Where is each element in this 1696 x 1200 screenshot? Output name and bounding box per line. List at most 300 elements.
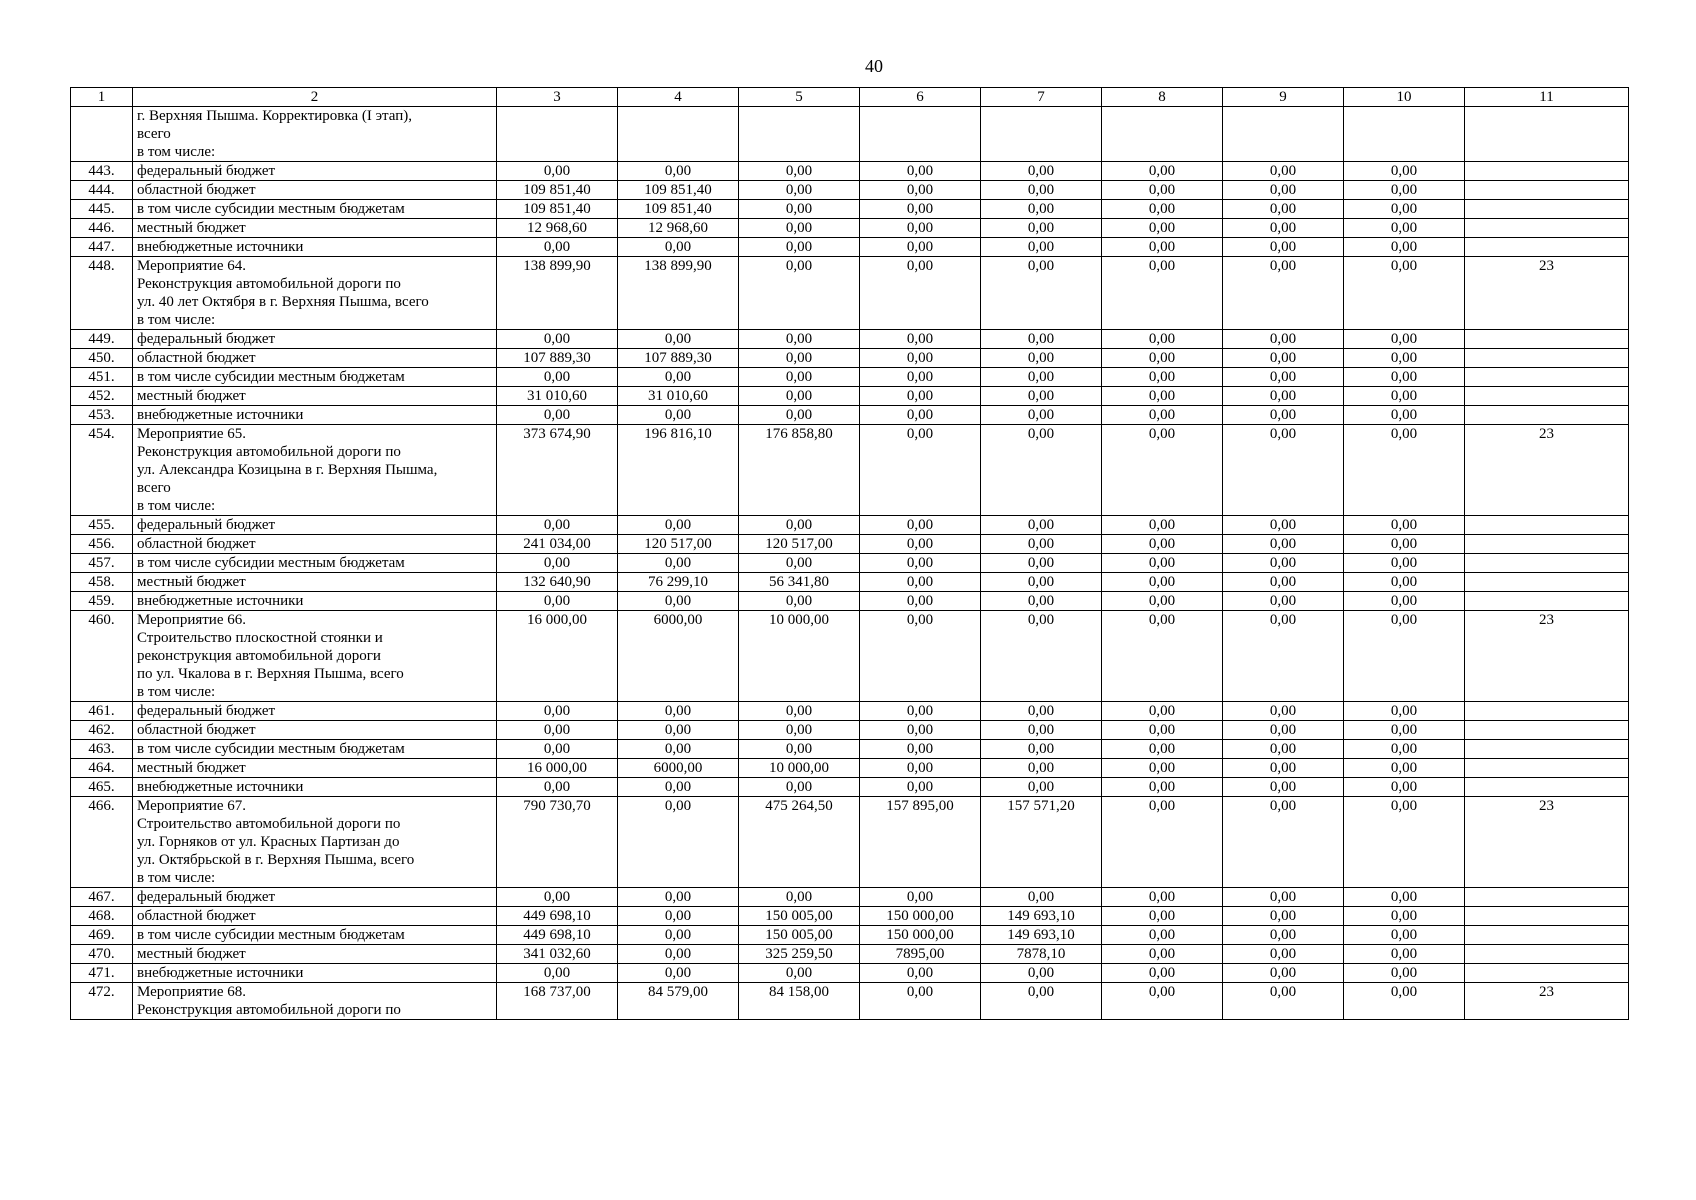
target-indicator-cell	[1465, 592, 1629, 611]
amount-cell: 0,00	[618, 162, 739, 181]
amount-cell: 0,00	[1344, 330, 1465, 349]
amount-cell: 109 851,40	[618, 200, 739, 219]
target-indicator-cell: 23	[1465, 983, 1629, 1020]
amount-cell: 0,00	[1344, 257, 1465, 330]
amount-cell: 0,00	[1344, 573, 1465, 592]
amount-cell: 0,00	[860, 181, 981, 200]
table-row	[71, 778, 1629, 797]
amount-cell: 0,00	[1223, 759, 1344, 778]
row-number: 471.	[71, 964, 133, 983]
amount-cell: 0,00	[1102, 349, 1223, 368]
target-indicator-cell: 23	[1465, 257, 1629, 330]
row-number: 452.	[71, 387, 133, 406]
row-number: 472.	[71, 983, 133, 1020]
amount-cell: 0,00	[618, 406, 739, 425]
target-indicator-cell	[1465, 200, 1629, 219]
amount-cell: 0,00	[1102, 573, 1223, 592]
amount-cell: 0,00	[1223, 907, 1344, 926]
amount-cell: 0,00	[1223, 162, 1344, 181]
row-description: в том числе субсидии местным бюджетам	[133, 200, 497, 219]
amount-cell: 0,00	[860, 592, 981, 611]
row-description: местный бюджет	[133, 945, 497, 964]
amount-cell: 0,00	[1223, 554, 1344, 573]
budget-table	[70, 87, 1629, 1020]
target-indicator-cell: 23	[1465, 425, 1629, 516]
row-description: федеральный бюджет	[133, 516, 497, 535]
header-cell: 10	[1344, 88, 1465, 107]
amount-cell: 0,00	[618, 592, 739, 611]
amount-cell: 241 034,00	[497, 535, 618, 554]
table-row	[71, 257, 1629, 330]
amount-cell: 138 899,90	[497, 257, 618, 330]
row-description: в том числе субсидии местным бюджетам	[133, 926, 497, 945]
row-number: 462.	[71, 721, 133, 740]
amount-cell: 0,00	[860, 162, 981, 181]
amount-cell: 0,00	[860, 554, 981, 573]
amount-cell	[1223, 107, 1344, 162]
amount-cell: 150 005,00	[739, 926, 860, 945]
header-cell: 6	[860, 88, 981, 107]
amount-cell: 120 517,00	[618, 535, 739, 554]
amount-cell: 0,00	[860, 516, 981, 535]
table-row	[71, 721, 1629, 740]
amount-cell: 0,00	[1223, 200, 1344, 219]
amount-cell: 0,00	[739, 162, 860, 181]
row-number: 451.	[71, 368, 133, 387]
table-row	[71, 611, 1629, 702]
amount-cell: 0,00	[497, 406, 618, 425]
amount-cell: 0,00	[618, 516, 739, 535]
amount-cell: 0,00	[981, 573, 1102, 592]
amount-cell: 0,00	[981, 387, 1102, 406]
row-number: 447.	[71, 238, 133, 257]
row-description: в том числе субсидии местным бюджетам	[133, 740, 497, 759]
row-number: 461.	[71, 702, 133, 721]
amount-cell: 0,00	[1344, 535, 1465, 554]
amount-cell: 0,00	[1344, 740, 1465, 759]
amount-cell: 0,00	[739, 181, 860, 200]
amount-cell: 0,00	[860, 983, 981, 1020]
amount-cell: 0,00	[1344, 516, 1465, 535]
amount-cell: 0,00	[618, 926, 739, 945]
amount-cell: 0,00	[1223, 573, 1344, 592]
amount-cell: 0,00	[1102, 797, 1223, 888]
amount-cell: 0,00	[981, 162, 1102, 181]
table-row	[71, 406, 1629, 425]
amount-cell: 0,00	[1223, 516, 1344, 535]
row-description: областной бюджет	[133, 535, 497, 554]
amount-cell: 0,00	[497, 368, 618, 387]
amount-cell: 0,00	[860, 387, 981, 406]
amount-cell: 0,00	[1344, 797, 1465, 888]
table-row	[71, 926, 1629, 945]
amount-cell: 109 851,40	[618, 181, 739, 200]
amount-cell: 0,00	[1223, 406, 1344, 425]
amount-cell: 790 730,70	[497, 797, 618, 888]
row-description: областной бюджет	[133, 349, 497, 368]
amount-cell: 0,00	[981, 740, 1102, 759]
amount-cell: 0,00	[1344, 888, 1465, 907]
amount-cell: 0,00	[1344, 368, 1465, 387]
row-number: 443.	[71, 162, 133, 181]
amount-cell: 0,00	[1102, 257, 1223, 330]
target-indicator-cell	[1465, 926, 1629, 945]
amount-cell: 0,00	[618, 778, 739, 797]
amount-cell: 0,00	[497, 516, 618, 535]
amount-cell: 0,00	[1344, 702, 1465, 721]
amount-cell: 0,00	[981, 983, 1102, 1020]
row-number: 445.	[71, 200, 133, 219]
row-description: федеральный бюджет	[133, 162, 497, 181]
amount-cell: 6000,00	[618, 759, 739, 778]
amount-cell: 0,00	[1344, 181, 1465, 200]
amount-cell: 0,00	[981, 888, 1102, 907]
amount-cell	[981, 107, 1102, 162]
amount-cell: 0,00	[981, 257, 1102, 330]
row-number: 446.	[71, 219, 133, 238]
amount-cell: 0,00	[1344, 349, 1465, 368]
amount-cell: 196 816,10	[618, 425, 739, 516]
amount-cell: 176 858,80	[739, 425, 860, 516]
amount-cell: 0,00	[981, 238, 1102, 257]
amount-cell: 0,00	[618, 907, 739, 926]
amount-cell: 0,00	[1344, 907, 1465, 926]
amount-cell: 0,00	[1223, 425, 1344, 516]
row-number: 450.	[71, 349, 133, 368]
amount-cell: 168 737,00	[497, 983, 618, 1020]
table-row	[71, 573, 1629, 592]
amount-cell: 0,00	[860, 573, 981, 592]
amount-cell: 0,00	[739, 888, 860, 907]
amount-cell: 0,00	[497, 702, 618, 721]
amount-cell: 0,00	[1223, 964, 1344, 983]
amount-cell: 0,00	[981, 759, 1102, 778]
amount-cell: 0,00	[739, 349, 860, 368]
row-description: Мероприятие 66. Строительство плоскостной стоянки и реконструкция автомобильной дороги по ул. Чкалова в г. Верхняя Пышма, всего в том числе:	[133, 611, 497, 702]
amount-cell: 0,00	[739, 219, 860, 238]
row-number: 460.	[71, 611, 133, 702]
amount-cell: 0,00	[860, 257, 981, 330]
row-number: 463.	[71, 740, 133, 759]
table-row	[71, 964, 1629, 983]
row-number: 444.	[71, 181, 133, 200]
amount-cell: 6000,00	[618, 611, 739, 702]
amount-cell: 475 264,50	[739, 797, 860, 888]
target-indicator-cell	[1465, 181, 1629, 200]
target-indicator-cell	[1465, 368, 1629, 387]
amount-cell: 0,00	[860, 964, 981, 983]
amount-cell	[618, 107, 739, 162]
amount-cell: 0,00	[618, 945, 739, 964]
amount-cell: 0,00	[1102, 907, 1223, 926]
amount-cell: 0,00	[618, 330, 739, 349]
row-description: федеральный бюджет	[133, 330, 497, 349]
table-row	[71, 162, 1629, 181]
header-cell: 4	[618, 88, 739, 107]
amount-cell: 0,00	[497, 964, 618, 983]
amount-cell: 0,00	[739, 964, 860, 983]
amount-cell: 341 032,60	[497, 945, 618, 964]
table-row	[71, 349, 1629, 368]
amount-cell: 0,00	[1102, 611, 1223, 702]
target-indicator-cell	[1465, 759, 1629, 778]
amount-cell: 16 000,00	[497, 611, 618, 702]
table-row	[71, 888, 1629, 907]
row-description: Мероприятие 68. Реконструкция автомобильной дороги по	[133, 983, 497, 1020]
amount-cell: 0,00	[860, 425, 981, 516]
amount-cell: 0,00	[1223, 368, 1344, 387]
amount-cell: 0,00	[1102, 200, 1223, 219]
amount-cell: 0,00	[1223, 926, 1344, 945]
amount-cell: 0,00	[1102, 740, 1223, 759]
target-indicator-cell	[1465, 702, 1629, 721]
amount-cell: 0,00	[1344, 759, 1465, 778]
target-indicator-cell	[1465, 349, 1629, 368]
target-indicator-cell	[1465, 219, 1629, 238]
amount-cell: 0,00	[860, 778, 981, 797]
target-indicator-cell	[1465, 740, 1629, 759]
header-cell: 3	[497, 88, 618, 107]
amount-cell: 0,00	[981, 778, 1102, 797]
table-row	[71, 107, 1629, 162]
table-row	[71, 945, 1629, 964]
target-indicator-cell	[1465, 387, 1629, 406]
amount-cell: 0,00	[981, 368, 1102, 387]
target-indicator-cell	[1465, 330, 1629, 349]
row-description: местный бюджет	[133, 759, 497, 778]
amount-cell: 0,00	[1102, 945, 1223, 964]
amount-cell: 76 299,10	[618, 573, 739, 592]
table-row	[71, 219, 1629, 238]
amount-cell: 31 010,60	[618, 387, 739, 406]
target-indicator-cell	[1465, 964, 1629, 983]
amount-cell: 0,00	[497, 721, 618, 740]
amount-cell: 0,00	[739, 330, 860, 349]
amount-cell: 0,00	[1102, 778, 1223, 797]
amount-cell: 150 000,00	[860, 926, 981, 945]
row-number: 457.	[71, 554, 133, 573]
amount-cell: 449 698,10	[497, 926, 618, 945]
amount-cell: 0,00	[860, 238, 981, 257]
amount-cell: 120 517,00	[739, 535, 860, 554]
amount-cell: 0,00	[1102, 219, 1223, 238]
amount-cell: 0,00	[1344, 592, 1465, 611]
amount-cell: 0,00	[1344, 945, 1465, 964]
amount-cell: 107 889,30	[497, 349, 618, 368]
target-indicator-cell	[1465, 778, 1629, 797]
amount-cell: 325 259,50	[739, 945, 860, 964]
amount-cell: 0,00	[860, 740, 981, 759]
row-description: внебюджетные источники	[133, 778, 497, 797]
row-number: 467.	[71, 888, 133, 907]
row-description: г. Верхняя Пышма. Корректировка (I этап), всего в том числе:	[133, 107, 497, 162]
amount-cell: 0,00	[1344, 983, 1465, 1020]
header-cell: 7	[981, 88, 1102, 107]
amount-cell: 0,00	[860, 406, 981, 425]
target-indicator-cell	[1465, 535, 1629, 554]
amount-cell: 0,00	[860, 368, 981, 387]
amount-cell: 0,00	[618, 797, 739, 888]
amount-cell: 0,00	[981, 516, 1102, 535]
header-cell: 5	[739, 88, 860, 107]
amount-cell: 0,00	[981, 219, 1102, 238]
row-description: в том числе субсидии местным бюджетам	[133, 554, 497, 573]
row-number: 458.	[71, 573, 133, 592]
table-row	[71, 907, 1629, 926]
amount-cell: 0,00	[1344, 387, 1465, 406]
amount-cell: 0,00	[739, 554, 860, 573]
amount-cell: 56 341,80	[739, 573, 860, 592]
target-indicator-cell: 23	[1465, 611, 1629, 702]
amount-cell: 0,00	[1223, 702, 1344, 721]
amount-cell: 0,00	[1102, 238, 1223, 257]
target-indicator-cell	[1465, 238, 1629, 257]
row-description: областной бюджет	[133, 181, 497, 200]
amount-cell: 0,00	[497, 162, 618, 181]
amount-cell: 0,00	[739, 721, 860, 740]
target-indicator-cell	[1465, 406, 1629, 425]
row-description: федеральный бюджет	[133, 888, 497, 907]
table-row	[71, 181, 1629, 200]
row-description: местный бюджет	[133, 219, 497, 238]
target-indicator-cell	[1465, 162, 1629, 181]
amount-cell: 12 968,60	[618, 219, 739, 238]
target-indicator-cell	[1465, 107, 1629, 162]
amount-cell: 0,00	[1223, 387, 1344, 406]
amount-cell: 0,00	[1344, 554, 1465, 573]
row-description: местный бюджет	[133, 387, 497, 406]
row-number: 465.	[71, 778, 133, 797]
amount-cell: 150 005,00	[739, 907, 860, 926]
amount-cell: 0,00	[1102, 983, 1223, 1020]
table-row	[71, 516, 1629, 535]
table-row	[71, 535, 1629, 554]
amount-cell: 0,00	[618, 554, 739, 573]
amount-cell	[739, 107, 860, 162]
amount-cell: 0,00	[1344, 611, 1465, 702]
amount-cell: 0,00	[1102, 592, 1223, 611]
amount-cell: 0,00	[860, 888, 981, 907]
header-cell: 11	[1465, 88, 1629, 107]
amount-cell: 0,00	[1223, 888, 1344, 907]
amount-cell: 0,00	[860, 535, 981, 554]
row-description: областной бюджет	[133, 721, 497, 740]
target-indicator-cell	[1465, 721, 1629, 740]
amount-cell: 0,00	[1102, 759, 1223, 778]
amount-cell: 157 895,00	[860, 797, 981, 888]
amount-cell: 0,00	[618, 888, 739, 907]
amount-cell: 0,00	[618, 964, 739, 983]
amount-cell: 0,00	[739, 200, 860, 219]
row-number: 455.	[71, 516, 133, 535]
amount-cell: 0,00	[860, 219, 981, 238]
amount-cell: 12 968,60	[497, 219, 618, 238]
amount-cell: 149 693,10	[981, 907, 1102, 926]
amount-cell: 0,00	[618, 740, 739, 759]
amount-cell	[1102, 107, 1223, 162]
amount-cell: 0,00	[981, 425, 1102, 516]
table-row	[71, 797, 1629, 888]
target-indicator-cell	[1465, 573, 1629, 592]
amount-cell: 0,00	[1102, 964, 1223, 983]
amount-cell: 0,00	[981, 406, 1102, 425]
amount-cell: 0,00	[1102, 535, 1223, 554]
amount-cell: 0,00	[981, 349, 1102, 368]
amount-cell: 0,00	[1344, 200, 1465, 219]
header-cell: 9	[1223, 88, 1344, 107]
amount-cell: 0,00	[1344, 721, 1465, 740]
table-row	[71, 330, 1629, 349]
row-description: внебюджетные источники	[133, 238, 497, 257]
amount-cell: 0,00	[497, 238, 618, 257]
amount-cell: 84 158,00	[739, 983, 860, 1020]
amount-cell: 0,00	[860, 349, 981, 368]
amount-cell: 0,00	[981, 200, 1102, 219]
amount-cell: 138 899,90	[618, 257, 739, 330]
amount-cell: 109 851,40	[497, 181, 618, 200]
amount-cell: 373 674,90	[497, 425, 618, 516]
row-description: внебюджетные источники	[133, 592, 497, 611]
target-indicator-cell	[1465, 888, 1629, 907]
row-number: 456.	[71, 535, 133, 554]
amount-cell: 0,00	[739, 702, 860, 721]
row-number: 453.	[71, 406, 133, 425]
target-indicator-cell	[1465, 516, 1629, 535]
table-row	[71, 238, 1629, 257]
header-cell: 1	[71, 88, 133, 107]
table-row	[71, 200, 1629, 219]
header-row	[71, 88, 1629, 107]
table-row	[71, 759, 1629, 778]
amount-cell: 0,00	[618, 238, 739, 257]
amount-cell: 0,00	[1223, 740, 1344, 759]
amount-cell: 449 698,10	[497, 907, 618, 926]
amount-cell: 132 640,90	[497, 573, 618, 592]
row-number: 459.	[71, 592, 133, 611]
amount-cell: 16 000,00	[497, 759, 618, 778]
amount-cell: 0,00	[739, 368, 860, 387]
amount-cell: 0,00	[497, 888, 618, 907]
header-cell: 2	[133, 88, 497, 107]
amount-cell: 7878,10	[981, 945, 1102, 964]
amount-cell: 0,00	[1344, 425, 1465, 516]
amount-cell: 0,00	[739, 592, 860, 611]
amount-cell: 0,00	[739, 516, 860, 535]
amount-cell: 0,00	[497, 740, 618, 759]
amount-cell: 149 693,10	[981, 926, 1102, 945]
amount-cell: 0,00	[860, 611, 981, 702]
amount-cell: 84 579,00	[618, 983, 739, 1020]
row-description: Мероприятие 64. Реконструкция автомобильной дороги по ул. 40 лет Октября в г. Верхняя Пышма, всего в том числе:	[133, 257, 497, 330]
page-number: 40	[865, 56, 883, 76]
amount-cell: 0,00	[981, 554, 1102, 573]
amount-cell: 0,00	[1102, 368, 1223, 387]
table-row	[71, 368, 1629, 387]
amount-cell: 0,00	[1102, 926, 1223, 945]
header-cell: 8	[1102, 88, 1223, 107]
amount-cell: 0,00	[981, 611, 1102, 702]
row-description: внебюджетные источники	[133, 964, 497, 983]
row-description: в том числе субсидии местным бюджетам	[133, 368, 497, 387]
amount-cell: 0,00	[497, 778, 618, 797]
amount-cell: 0,00	[981, 535, 1102, 554]
row-number: 449.	[71, 330, 133, 349]
table-row	[71, 592, 1629, 611]
amount-cell: 0,00	[1102, 554, 1223, 573]
amount-cell: 0,00	[497, 592, 618, 611]
amount-cell: 0,00	[1102, 888, 1223, 907]
amount-cell: 0,00	[981, 702, 1102, 721]
